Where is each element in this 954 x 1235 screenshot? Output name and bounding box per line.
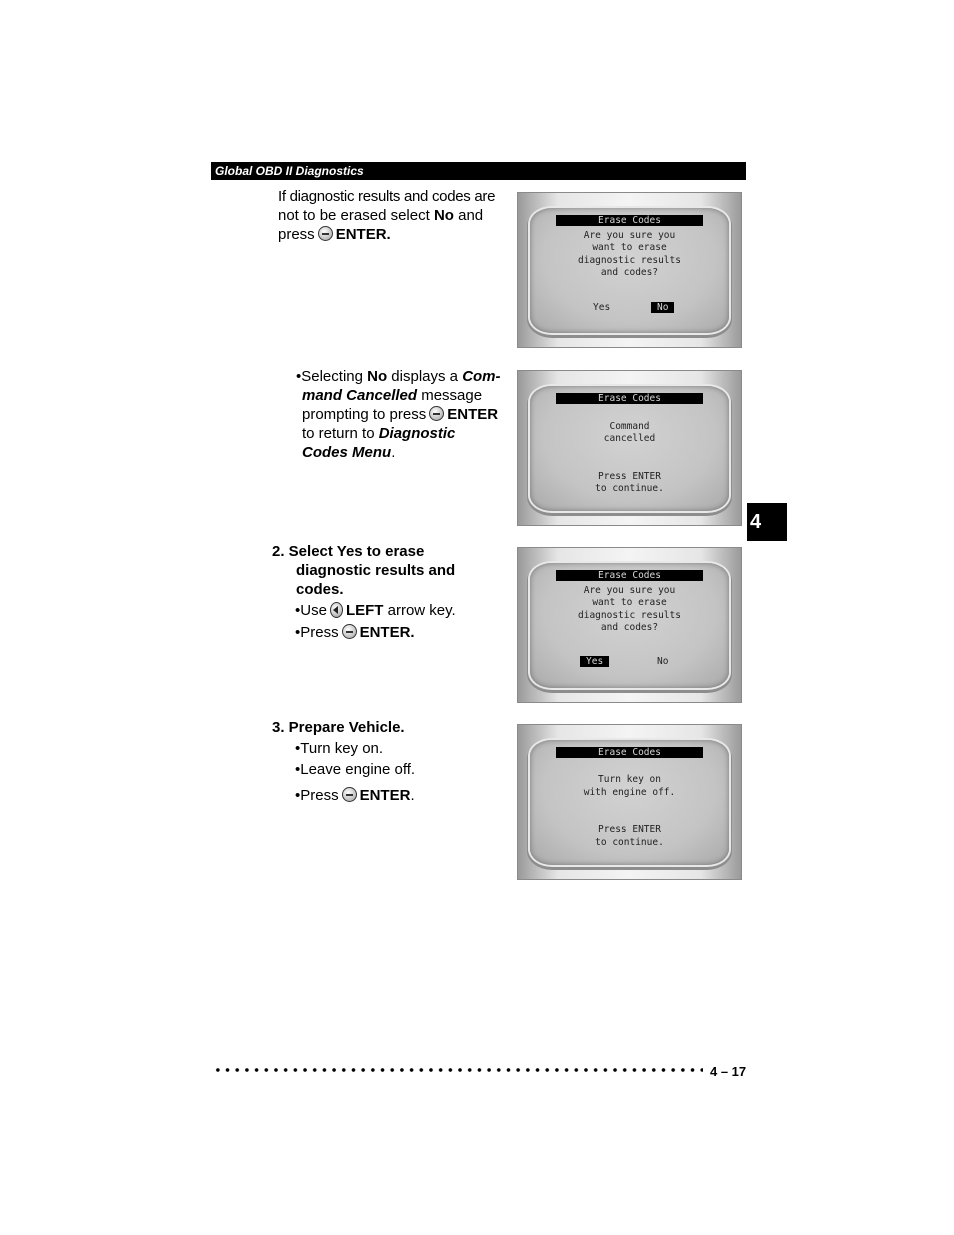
cancel-text: displays a [387,368,463,385]
lcd-line: Are you sure you [583,585,676,596]
lcd-line: and codes? [600,267,659,278]
cancel-line-4 [296,424,511,443]
lcd-option-yes-selected[interactable]: Yes [580,656,609,667]
command-cancelled-keyword: mand Cancelled [302,387,418,404]
intro-text: not to be erased select [278,207,434,224]
step-3-bullet-press [272,786,512,805]
enter-key-icon [429,406,444,421]
chapter-tab [747,503,787,541]
cancel-text: prompting to press [302,406,427,423]
cancel-text: to return to [302,425,379,442]
lcd-title: Erase Codes [556,570,703,581]
lcd-line: diagnostic results [578,610,681,621]
enter-keyword: ENTER. [335,226,391,243]
cancel-line-2 [296,386,511,405]
page-number: 4 – 17 [710,1064,747,1079]
no-keyword: No [433,207,454,224]
lcd-line: and codes? [600,622,659,633]
lcd-display [530,386,729,511]
scanner-screen-command-cancelled [517,370,742,526]
enter-key-icon [318,226,333,241]
intro-paragraph [278,187,513,244]
cancel-line-3 [296,405,511,424]
chapter-number: 4 [750,511,762,533]
lcd-title: Erase Codes [556,215,703,226]
cancel-text: . [391,444,396,461]
lcd-line: to continue. [595,483,664,494]
lcd-title: Erase Codes [556,747,703,758]
lcd-line: Command [609,421,650,432]
intro-text: and [453,207,484,224]
lcd-line: Are you sure you [583,230,676,241]
command-cancelled-keyword: Com- [462,368,501,385]
step-2-bullet-press [272,623,512,642]
step-text: •Press [295,624,339,641]
step-2-title-line-2: diagnostic results and [296,562,456,579]
step-2-title-line-3: codes. [296,581,344,598]
cancel-line-1 [296,367,511,386]
left-keyword: LEFT [345,602,384,619]
lcd-line: cancelled [603,433,656,444]
intro-line-2 [278,206,513,225]
lcd-line: to continue. [595,837,664,848]
enter-key-icon [342,787,357,802]
step-3 [272,718,512,805]
intro-line-1: If diagnostic results and codes are [278,188,496,205]
section-header [211,162,746,180]
scanner-screen-prepare-vehicle [517,724,742,880]
no-keyword: No [367,368,388,385]
cancel-text: •Selecting [296,368,368,385]
enter-key-icon [342,624,357,639]
cancel-line-5 [296,443,511,462]
step-text: •Press [295,787,339,804]
lcd-line: with engine off. [583,787,676,798]
step-2-title: 2. Select Yes to erase [272,543,425,560]
scanner-screen-erase-confirm-no [517,192,742,348]
lcd-line: diagnostic results [578,255,681,266]
diagnostic-codes-menu-keyword: Codes Menu [302,444,392,461]
lcd-display [530,563,729,688]
enter-keyword: ENTER [359,787,411,804]
lcd-line: Press ENTER [598,471,661,482]
lcd-display [530,740,729,865]
step-2 [272,542,512,642]
enter-keyword: ENTER. [359,624,415,641]
lcd-title: Erase Codes [556,393,703,404]
lcd-line: want to erase [592,597,667,608]
lcd-line: Turn key on [598,774,661,785]
step-text: arrow key. [383,602,456,619]
step-3-title: 3. Prepare Vehicle. [272,719,405,736]
lcd-display [530,208,729,333]
intro-line-3 [278,225,513,244]
lcd-line: Press ENTER [598,824,661,835]
lcd-option-yes[interactable]: Yes [593,302,611,313]
lcd-option-no[interactable]: No [657,656,669,667]
lcd-option-no-selected[interactable]: No [651,302,674,313]
scanner-screen-erase-confirm-yes [517,547,742,703]
step-text: . [410,787,415,804]
footer-dotted-rule [213,1063,703,1077]
lcd-line: want to erase [592,242,667,253]
enter-keyword: ENTER [447,406,499,423]
step-3-bullet-1: •Turn key on. [295,740,384,757]
step-2-bullet-use [272,601,512,620]
diagnostic-codes-menu-keyword: Diagnostic [378,425,456,442]
intro-text: press [278,226,315,243]
cancel-paragraph [296,367,511,462]
section-title: Global OBD II Diagnostics [215,164,364,178]
step-3-bullet-2: •Leave engine off. [295,761,416,778]
left-arrow-key-icon [330,602,343,618]
cancel-text: message [417,387,483,404]
step-text: •Use [295,602,327,619]
